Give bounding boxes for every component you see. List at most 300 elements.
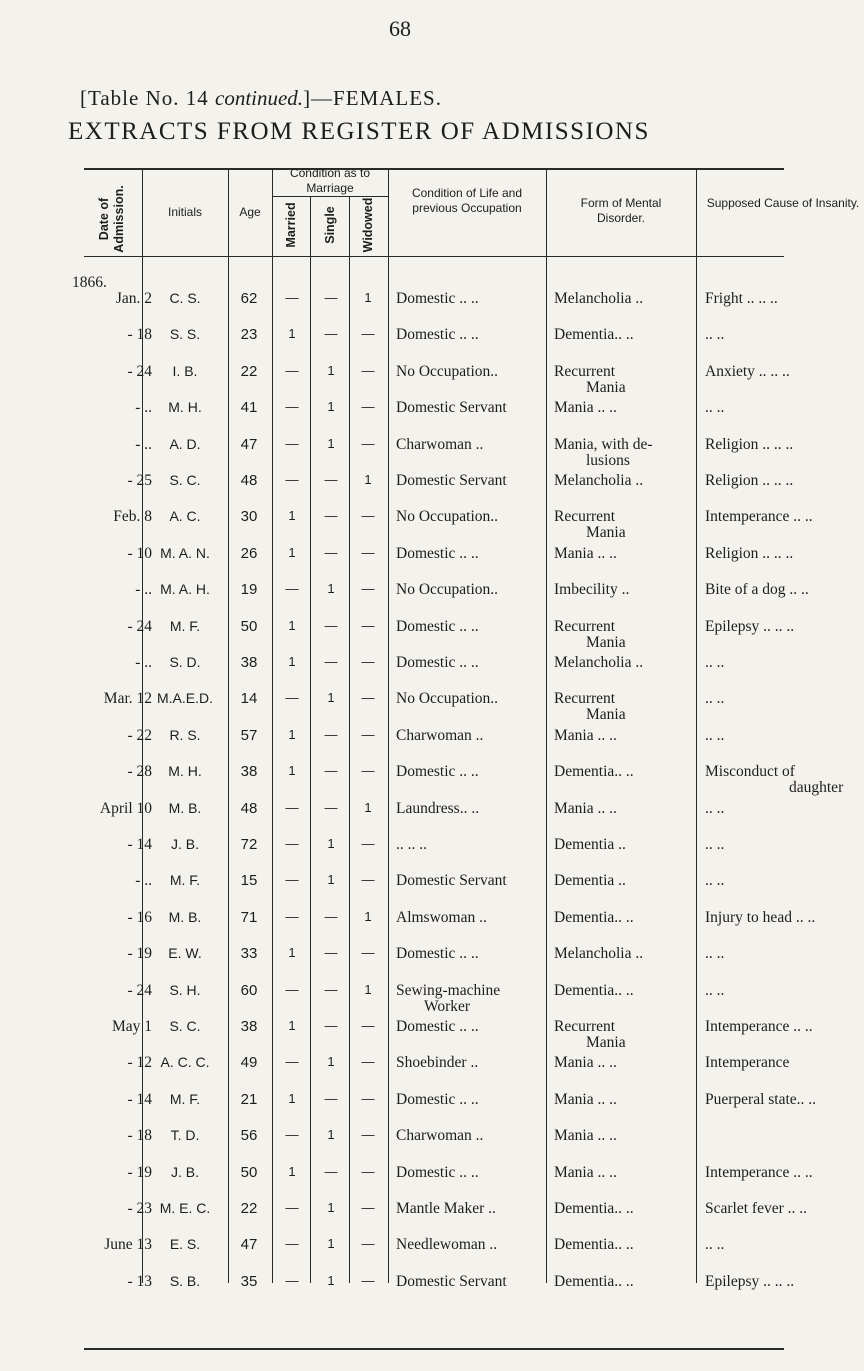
cell-occupation: Sewing-machine	[396, 981, 501, 999]
cell-married: —	[285, 799, 299, 815]
cell-occupation: Domestic Servant	[396, 399, 507, 417]
cell-initials: I. B.	[172, 362, 198, 379]
cell-date: Feb. 8	[113, 508, 152, 526]
cell-single: 1	[327, 581, 335, 597]
cell-cause: Puerperal state.. ..	[705, 1090, 817, 1108]
cell-occupation-cont: Worker	[424, 997, 471, 1015]
cell-single: —	[324, 945, 338, 961]
cell-single: —	[324, 326, 338, 342]
cell-widowed: —	[361, 544, 375, 560]
cell-date: - 19	[127, 945, 152, 963]
cell-date: - 13	[127, 1272, 152, 1290]
cell-initials: M.A.E.D.	[156, 690, 213, 707]
cell-date: - ..	[135, 872, 152, 890]
header-single: Single	[323, 206, 337, 244]
cell-cause: Anxiety .. .. ..	[705, 362, 790, 380]
cell-married: —	[285, 872, 299, 888]
table-row	[84, 908, 816, 929]
cell-date: - 18	[127, 1127, 152, 1145]
cell-cause: .. ..	[705, 326, 725, 344]
caption-prefix: [Table No. 14	[80, 86, 215, 110]
cell-occupation: Charwoman ..	[396, 435, 484, 453]
cell-initials: M. A. N.	[160, 544, 210, 561]
table-row	[84, 1200, 807, 1220]
cell-cause: .. ..	[705, 726, 725, 744]
cell-married: —	[285, 1236, 299, 1252]
cell-cause: Religion .. .. ..	[705, 544, 794, 562]
cell-single: —	[324, 1163, 338, 1179]
cell-form-cont: Mania	[586, 633, 626, 651]
top-rule	[84, 168, 784, 170]
cell-form: Mania .. ..	[554, 726, 617, 744]
table-row	[84, 763, 844, 797]
cell-initials: M. E. C.	[159, 1200, 211, 1216]
cell-widowed: —	[361, 326, 375, 342]
cell-occupation: Domestic .. ..	[396, 1018, 479, 1035]
cell-widowed: —	[361, 654, 375, 669]
cell-date: - 24	[127, 981, 152, 999]
cell-initials: M. H.	[168, 399, 202, 416]
cell-age: 49	[240, 1054, 258, 1072]
cell-widowed: 1	[364, 981, 372, 997]
cell-age: 26	[240, 544, 258, 562]
cell-form: Dementia.. ..	[554, 981, 634, 999]
cell-age: 48	[240, 472, 258, 489]
cell-date: - 22	[127, 726, 152, 744]
cell-married: —	[285, 1054, 299, 1070]
cell-widowed: —	[361, 726, 375, 742]
cell-age: 47	[240, 435, 258, 453]
cell-cause: .. ..	[705, 799, 725, 817]
cell-widowed: —	[361, 399, 375, 415]
cell-age: 38	[240, 654, 258, 671]
cell-form: Melancholia ..	[554, 654, 644, 671]
cell-occupation: Charwoman ..	[396, 726, 484, 744]
cell-age: 22	[240, 362, 258, 380]
cell-initials: S. C.	[169, 1018, 201, 1034]
cell-cause: .. ..	[705, 1236, 725, 1254]
cell-initials: J. B.	[170, 1163, 199, 1180]
cell-widowed: 1	[364, 799, 372, 815]
cell-form: Mania .. ..	[554, 1054, 617, 1072]
cell-married: 1	[288, 508, 296, 524]
cell-date: Mar. 12	[103, 690, 152, 708]
cell-date: - 10	[127, 544, 152, 562]
cell-form: Dementia ..	[554, 836, 626, 853]
cell-age: 57	[240, 726, 258, 744]
cell-form: Dementia.. ..	[554, 1200, 634, 1217]
cell-cause: .. ..	[705, 945, 725, 963]
cell-married: —	[285, 581, 299, 597]
cell-occupation: Mantle Maker ..	[396, 1200, 496, 1217]
cell-occupation: Shoebinder ..	[396, 1054, 479, 1072]
cell-widowed: —	[361, 1018, 375, 1033]
cell-cause: Intemperance	[705, 1054, 790, 1072]
cell-age: 23	[240, 326, 258, 344]
cell-married: —	[285, 836, 299, 851]
cell-widowed: —	[361, 1163, 375, 1179]
cell-initials: S. C.	[169, 472, 201, 488]
cell-cause: .. ..	[705, 872, 725, 890]
cell-age: 19	[240, 581, 258, 599]
cell-age: 38	[240, 763, 258, 781]
cell-form: Dementia.. ..	[554, 1272, 634, 1290]
cell-form: Dementia.. ..	[554, 1236, 634, 1254]
cell-single: 1	[327, 690, 335, 706]
cell-age: 72	[240, 836, 258, 853]
cell-married: 1	[288, 654, 296, 669]
cell-occupation: Domestic .. ..	[396, 617, 479, 635]
cell-single: 1	[327, 1200, 335, 1215]
cell-occupation: Domestic .. ..	[396, 654, 479, 671]
header-occupation: Condition of Life and previous Occupation	[411, 186, 523, 215]
cell-widowed: —	[361, 1272, 375, 1288]
cell-widowed: —	[361, 763, 375, 779]
cell-date: - 24	[127, 617, 152, 635]
cell-date: - ..	[135, 399, 152, 417]
cell-married: 1	[288, 726, 296, 742]
cell-age: 33	[240, 945, 258, 963]
cell-married: 1	[288, 763, 296, 779]
cell-initials: S. B.	[169, 1272, 201, 1289]
cell-married: —	[285, 1127, 299, 1143]
cell-age: 30	[240, 508, 258, 526]
cell-single: 1	[327, 872, 335, 888]
page-title: EXTRACTS FROM REGISTER OF ADMISSIONS	[68, 118, 650, 145]
cell-single: 1	[327, 1054, 335, 1070]
cell-date: - ..	[135, 581, 152, 599]
cell-married: 1	[288, 544, 296, 560]
cell-single: 1	[327, 435, 335, 451]
table-row	[84, 362, 790, 396]
cell-age: 47	[240, 1236, 258, 1254]
table-row	[84, 727, 784, 747]
cell-cause: Fright .. .. ..	[705, 290, 778, 307]
cell-single: 1	[327, 1236, 335, 1252]
table-caption	[80, 86, 442, 111]
cell-married: 1	[288, 617, 296, 633]
cell-occupation: No Occupation..	[396, 508, 499, 526]
cell-form: Mania .. ..	[554, 1163, 617, 1181]
table-row	[84, 1163, 813, 1184]
cell-widowed: —	[361, 435, 375, 451]
cell-form: Melancholia ..	[554, 472, 644, 489]
cell-occupation: Domestic .. ..	[396, 1163, 479, 1181]
cell-form: Mania .. ..	[554, 1090, 617, 1108]
table-row	[84, 1090, 817, 1111]
cell-age: 50	[240, 1163, 258, 1181]
header-date: Date of Admission.	[97, 185, 126, 253]
cell-married: 1	[288, 945, 296, 961]
header-widowed: Widowed	[361, 197, 375, 253]
cell-married: —	[285, 690, 299, 706]
cell-single: 1	[327, 1272, 335, 1288]
cell-initials: S. D.	[169, 654, 201, 670]
cell-occupation: No Occupation..	[396, 690, 499, 708]
cell-single: 1	[327, 399, 335, 415]
cell-married: —	[285, 472, 299, 487]
cell-form-cont: Mania	[586, 1034, 626, 1051]
cell-initials: S. H.	[169, 981, 201, 998]
cell-form: Recurrent	[554, 690, 616, 708]
table-row	[84, 981, 784, 1015]
cell-age: 56	[240, 1127, 258, 1145]
cell-single: 1	[327, 836, 335, 851]
cell-initials: R. S.	[169, 726, 201, 743]
cell-single: —	[324, 981, 338, 997]
cell-cause: Intemperance .. ..	[705, 508, 813, 526]
cell-form: Melancholia ..	[554, 290, 644, 307]
cell-initials: S. S.	[169, 326, 201, 343]
cell-widowed: —	[361, 508, 375, 524]
cell-initials: C. S.	[169, 290, 201, 306]
cell-age: 35	[240, 1272, 258, 1290]
cell-initials: A. C.	[169, 508, 201, 525]
table-row	[84, 581, 809, 601]
cell-form: Recurrent	[554, 508, 616, 526]
cell-form-cont: Mania	[586, 378, 626, 396]
cell-form: Mania .. ..	[554, 1127, 617, 1145]
cell-date: June 13	[104, 1236, 152, 1254]
cell-married: —	[285, 1272, 299, 1288]
cell-occupation: Domestic .. ..	[396, 290, 479, 307]
caption-continued: continued.	[215, 86, 304, 110]
cell-cause: .. ..	[705, 981, 725, 999]
cell-single: —	[324, 908, 338, 924]
table-row	[84, 836, 784, 856]
table-row	[84, 435, 794, 469]
table-row	[84, 1127, 784, 1147]
header-cause: Supposed Cause of Insanity.	[706, 196, 860, 210]
cell-widowed: 1	[364, 908, 372, 924]
cell-cause: Bite of a dog .. ..	[705, 581, 809, 599]
bottom-rule	[84, 1348, 784, 1350]
cell-widowed: —	[361, 362, 375, 378]
cell-married: 1	[288, 1018, 296, 1033]
cell-married: —	[285, 981, 299, 997]
cell-cause: .. ..	[705, 399, 725, 417]
table-row	[84, 399, 784, 419]
cell-single: 1	[327, 362, 335, 378]
cell-cause: Religion .. .. ..	[705, 435, 794, 453]
cell-age: 22	[240, 1200, 258, 1217]
cell-date: - 24	[127, 362, 152, 380]
caption-suffix: ]—FEMALES.	[303, 86, 442, 110]
header-form: Form of Mental Disorder.	[580, 196, 662, 225]
table-row	[84, 1018, 813, 1051]
cell-married: —	[285, 290, 299, 305]
cell-single: —	[324, 544, 338, 560]
cell-date: May 1	[111, 1018, 152, 1035]
cell-form: Mania, with de-	[554, 435, 653, 453]
cell-occupation: Charwoman ..	[396, 1127, 484, 1145]
cell-cause: Injury to head .. ..	[705, 908, 816, 926]
cell-occupation: Domestic .. ..	[396, 544, 479, 562]
cell-form: Dementia.. ..	[554, 763, 634, 781]
cell-single: —	[324, 654, 338, 669]
cell-married: —	[285, 908, 299, 924]
cell-age: 21	[240, 1090, 258, 1108]
cell-form-cont: lusions	[586, 451, 630, 469]
cell-occupation: Domestic Servant	[396, 872, 507, 890]
cell-initials: M. F.	[169, 1090, 201, 1107]
cell-date: Jan. 2	[115, 290, 152, 307]
cell-married: 1	[288, 1163, 296, 1179]
cell-widowed: —	[361, 690, 375, 706]
cell-widowed: 1	[364, 472, 372, 487]
cell-occupation: Laundress.. ..	[396, 799, 480, 817]
cell-single: —	[324, 617, 338, 633]
cell-cause: Religion .. .. ..	[705, 472, 794, 489]
cell-single: 1	[327, 1127, 335, 1143]
cell-form: Mania .. ..	[554, 544, 617, 562]
cell-single: —	[324, 1018, 338, 1033]
cell-occupation: Almswoman ..	[396, 908, 487, 926]
cell-widowed: —	[361, 1054, 375, 1070]
cell-form: Recurrent	[554, 362, 616, 380]
cell-date: - ..	[135, 654, 152, 671]
cell-widowed: —	[361, 945, 375, 961]
cell-initials: M. B.	[168, 908, 202, 925]
cell-initials: E. S.	[169, 1236, 201, 1253]
cell-cause: Misconduct of	[705, 763, 795, 781]
cell-form-cont: Mania	[586, 706, 626, 724]
cell-date: - 12	[127, 1054, 152, 1072]
cell-married: 1	[288, 1090, 296, 1106]
header-married: Married	[284, 202, 298, 248]
cell-date: - 19	[127, 1163, 152, 1181]
cell-cause: .. ..	[705, 690, 725, 708]
header-marriage-group: Condition as to Marriage	[289, 166, 371, 195]
table-row	[84, 544, 794, 565]
cell-date: - 18	[127, 326, 152, 344]
cell-initials: M. H.	[168, 763, 202, 780]
cell-occupation: No Occupation..	[396, 362, 499, 380]
cell-single: —	[324, 290, 338, 305]
cell-date: - 28	[127, 763, 152, 781]
table-row	[84, 1272, 795, 1293]
cell-occupation: Domestic .. ..	[396, 945, 479, 963]
table-row	[84, 1236, 784, 1256]
header-bottom-rule	[84, 256, 784, 257]
cell-widowed: —	[361, 1236, 375, 1252]
cell-occupation: Domestic .. ..	[396, 763, 479, 781]
cell-age: 41	[240, 399, 258, 417]
cell-date: - ..	[135, 435, 152, 453]
cell-occupation: No Occupation..	[396, 581, 499, 599]
cell-initials: E. W.	[168, 945, 202, 962]
cell-form: Recurrent	[554, 1018, 616, 1035]
cell-form: Imbecility ..	[554, 581, 630, 599]
cell-age: 50	[240, 617, 258, 635]
cell-age: 71	[240, 908, 258, 926]
cell-initials: M. A. H.	[160, 581, 210, 598]
cell-married: —	[285, 435, 299, 451]
cell-single: —	[324, 472, 338, 487]
cell-form: Dementia ..	[554, 872, 626, 890]
table-row	[84, 945, 784, 965]
page-number: 68	[389, 16, 411, 41]
cell-cause: Intemperance .. ..	[705, 1018, 813, 1035]
table-row	[84, 472, 794, 492]
cell-occupation: Needlewoman ..	[396, 1236, 498, 1254]
cell-cause: Epilepsy .. .. ..	[705, 617, 795, 635]
table-row	[84, 1054, 790, 1074]
table-row	[84, 508, 813, 542]
cell-date: - 16	[127, 908, 152, 926]
cell-cause: Scarlet fever .. ..	[705, 1200, 807, 1217]
cell-date: - 25	[127, 472, 152, 489]
cell-widowed: —	[361, 1090, 375, 1106]
header-initials: Initials	[167, 205, 202, 219]
cell-date: April 10	[99, 799, 152, 817]
table-row	[84, 617, 795, 651]
cell-occupation: Domestic Servant	[396, 472, 507, 489]
cell-cause: Epilepsy .. .. ..	[705, 1272, 795, 1290]
cell-initials: A. C. C.	[160, 1054, 210, 1071]
admissions-table	[72, 166, 860, 1351]
cell-married: —	[285, 399, 299, 415]
cell-cause: .. ..	[705, 836, 725, 853]
cell-age: 62	[240, 290, 258, 307]
cell-form: Mania .. ..	[554, 399, 617, 417]
cell-occupation: Domestic Servant	[396, 1272, 507, 1290]
cell-single: —	[324, 799, 338, 815]
cell-widowed: —	[361, 1200, 375, 1215]
table-row	[84, 800, 784, 820]
cell-single: —	[324, 1090, 338, 1106]
cell-single: —	[324, 763, 338, 779]
cell-single: —	[324, 726, 338, 742]
cell-form: Recurrent	[554, 617, 616, 635]
cell-cause-cont: daughter	[789, 779, 844, 797]
cell-initials: J. B.	[170, 836, 199, 852]
cell-date: - 23	[127, 1200, 152, 1217]
cell-cause: .. ..	[705, 654, 725, 671]
cell-occupation: Domestic .. ..	[396, 326, 479, 344]
cell-widowed: —	[361, 872, 375, 888]
cell-date: - 14	[127, 1090, 152, 1108]
cell-widowed: —	[361, 617, 375, 633]
cell-married: —	[285, 362, 299, 378]
cell-widowed: 1	[364, 290, 372, 305]
cell-form: Dementia.. ..	[554, 326, 634, 344]
cell-initials: M. B.	[168, 799, 202, 816]
year-text: 1866.	[72, 274, 107, 291]
cell-initials: A. D.	[169, 435, 201, 452]
cell-date: - 14	[127, 836, 152, 853]
cell-married: —	[285, 1200, 299, 1215]
table-row	[84, 654, 784, 674]
cell-married: 1	[288, 326, 296, 342]
cell-form-cont: Mania	[586, 524, 626, 542]
cell-occupation: Domestic .. ..	[396, 1090, 479, 1108]
cell-age: 48	[240, 799, 258, 817]
cell-age: 14	[240, 690, 258, 708]
cell-widowed: —	[361, 1127, 375, 1143]
table-row	[84, 872, 784, 892]
cell-form: Melancholia ..	[554, 945, 644, 963]
cell-form: Dementia.. ..	[554, 908, 634, 926]
cell-age: 38	[240, 1018, 258, 1035]
cell-occupation: .. .. ..	[396, 836, 427, 853]
cell-cause: Intemperance .. ..	[705, 1163, 813, 1181]
cell-form: Mania .. ..	[554, 799, 617, 817]
cell-initials: M. F.	[169, 617, 201, 634]
cell-initials: M. F.	[169, 872, 201, 889]
table-row	[84, 290, 784, 310]
cell-age: 60	[240, 981, 258, 999]
